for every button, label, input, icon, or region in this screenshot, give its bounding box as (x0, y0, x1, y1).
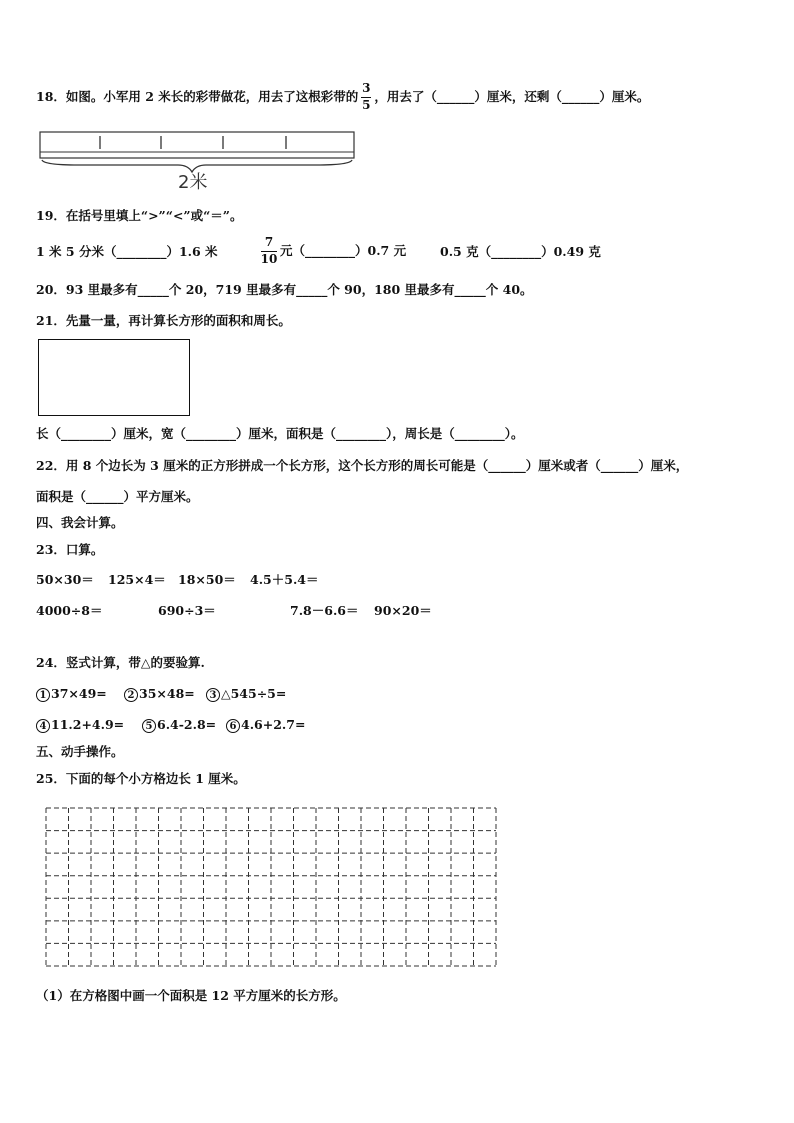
q24-item (206, 686, 286, 702)
q21-answer-line: 长（________）厘米，宽（________）厘米，面积是（________），周长是（________）。 (36, 426, 524, 441)
q23-expr: 125×4＝ (108, 572, 166, 587)
q20-text: 20．93 里最多有_____个 20，719 里最多有_____个 90，180 里最多有_____个 40。 (36, 282, 533, 297)
ribbon-rect (40, 132, 354, 158)
q22-line2: 面积是（______）平方厘米。 (36, 489, 199, 504)
q19-item3: 0.5 克（________）0.49 克 (440, 244, 601, 259)
q23-expr: 90×20＝ (374, 603, 432, 618)
q18-line (36, 80, 649, 115)
q23-expr: 4.5＋5.4＝ (250, 572, 319, 587)
q18-frac-numerator: 3 (362, 80, 371, 95)
q24-expr: 11.2+4.9= (51, 717, 125, 732)
q23-expr: 690÷3＝ (158, 603, 216, 618)
circled-number-icon: 2 (124, 688, 138, 702)
q23-expr: 4000÷8＝ (36, 603, 103, 618)
q19-frac-denominator: 10 (260, 251, 278, 266)
circled-number-icon: 6 (226, 719, 240, 733)
q18-text-after: ，用去了（______）厘米，还剩（______）厘米。 (374, 89, 650, 104)
q24-expr: 37×49= (51, 686, 107, 701)
q19-item1: 1 米 5 分米（________）1.6 米 (36, 244, 218, 259)
circled-number-icon: 1 (36, 688, 50, 702)
q23-title: 23．口算。 (36, 542, 104, 557)
ribbon-length-label: 2米 (178, 172, 208, 193)
q23-expr: 18×50＝ (178, 572, 236, 587)
q23-expr: 7.8－6.6＝ (290, 603, 359, 618)
circled-number-icon: 3 (206, 688, 220, 702)
circled-number-icon: 5 (142, 719, 156, 733)
square-grid (45, 807, 497, 967)
q18-text-before: 18．如图。小军用 2 米长的彩带做花，用去了这根彩带的 (36, 89, 359, 104)
q24-expr: 35×48= (139, 686, 195, 701)
q19-fraction (260, 235, 278, 269)
q24-expr: △545÷5= (221, 686, 287, 701)
q25-sub1: （1）在方格图中画一个面积是 12 平方厘米的长方形。 (36, 988, 346, 1003)
q19-item2 (258, 232, 406, 270)
q24-expr: 6.4-2.8= (157, 717, 217, 732)
q21-rectangle (38, 339, 190, 416)
section5-title: 五、动手操作。 (36, 744, 124, 759)
q19-item2-rest: 元（________）0.7 元 (280, 243, 407, 258)
q23-expr: 50×30＝ (36, 572, 94, 587)
q19-frac-numerator: 7 (264, 234, 274, 249)
q24-title: 24．竖式计算，带△的要验算. (36, 655, 205, 670)
q24-item (36, 717, 124, 733)
q24-item (226, 717, 305, 733)
ribbon-brace (42, 160, 352, 172)
q24-item (124, 686, 195, 702)
q22-line1: 22．用 8 个边长为 3 厘米的正方形拼成一个长方形，这个长方形的周长可能是（______）厘米或者（______）厘米， (36, 458, 689, 473)
q24-item (36, 686, 107, 702)
q21-title: 21．先量一量，再计算长方形的面积和周长。 (36, 313, 291, 328)
ribbon-figure (38, 130, 358, 194)
q18-fraction (360, 81, 372, 115)
section4-title: 四、我会计算。 (36, 515, 124, 530)
q18-frac-denominator: 5 (362, 97, 371, 112)
q19-title: 19．在括号里填上“>”“<”或“＝”。 (36, 208, 243, 223)
q24-expr: 4.6+2.7= (241, 717, 306, 732)
q25-title: 25．下面的每个小方格边长 1 厘米。 (36, 771, 246, 786)
q24-item (142, 717, 216, 733)
circled-number-icon: 4 (36, 719, 50, 733)
